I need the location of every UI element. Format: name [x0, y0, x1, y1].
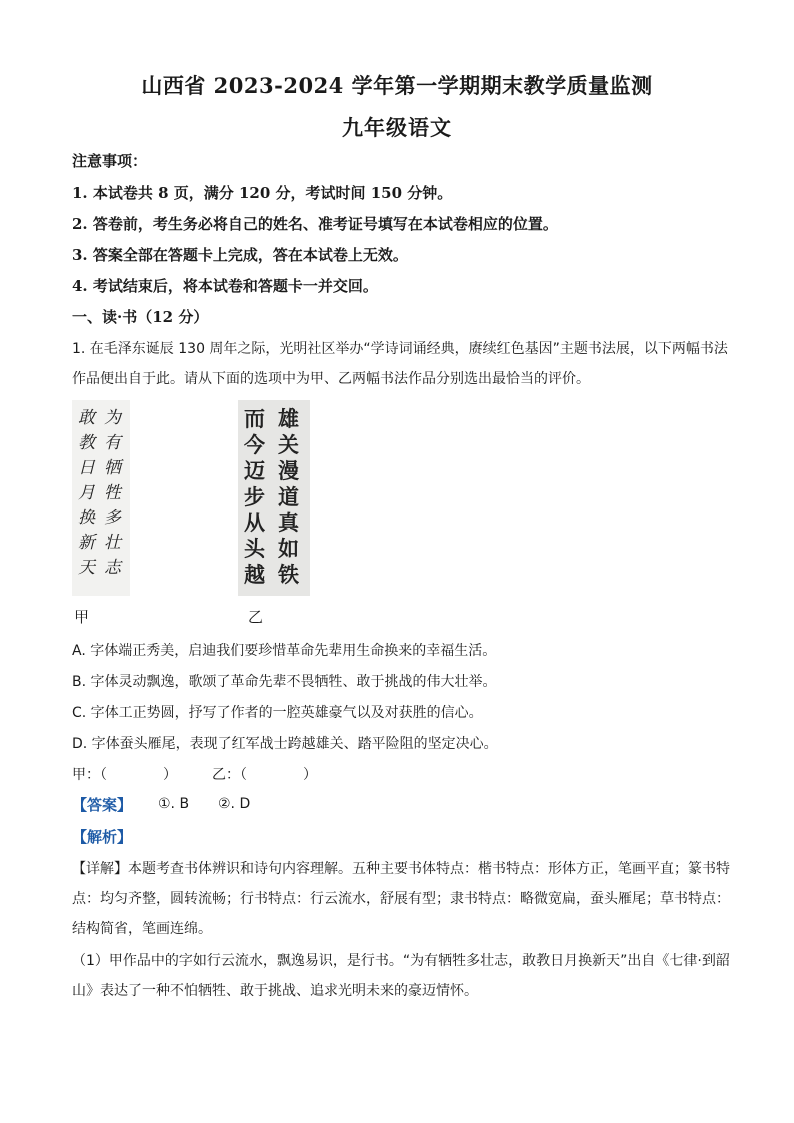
calligraphy-char: 真	[278, 510, 299, 535]
answer-blanks: 甲：（ ） 乙：（ ）	[72, 767, 317, 783]
notice-item: 2. 答卷前，考生务必将自己的姓名、准考证号填写在本试卷相应的位置。	[72, 215, 558, 233]
calligraphy-char: 壮	[104, 533, 121, 553]
notice-item: 4. 考试结束后，将本试卷和答题卡一并交回。	[72, 277, 378, 295]
calligraphy-char: 从	[244, 510, 265, 535]
calligraphy-char: 牺	[104, 458, 121, 478]
figure-label-jia: 甲	[74, 608, 90, 626]
calligraphy-char: 有	[104, 433, 121, 453]
calligraphy-char: 迈	[244, 458, 265, 483]
calligraphy-column	[78, 406, 95, 581]
calligraphy-char: 新	[78, 533, 95, 553]
calligraphy-char: 为	[104, 408, 121, 428]
exam-subtitle: 九年级语文	[342, 115, 452, 140]
option-c: C. 字体工正势圆，抒写了作者的一腔英雄豪气以及对获胜的信心。	[72, 705, 483, 721]
section-heading: 一、读·书（12 分）	[72, 308, 209, 326]
calligraphy-char: 换	[78, 508, 95, 528]
calligraphy-char: 道	[278, 484, 299, 509]
calligraphy-char: 日	[78, 458, 95, 478]
calligraphy-char: 而	[244, 406, 265, 431]
calligraphy-char: 教	[78, 433, 95, 453]
calligraphy-char: 铁	[278, 562, 299, 587]
notice-item: 3. 答案全部在答题卡上完成，答在本试卷上无效。	[72, 246, 408, 264]
calligraphy-char: 多	[104, 508, 121, 528]
analysis-point-1: （1）甲作品中的字如行云流水，飘逸易识，是行书。“为有牺牲多壮志，敢教日月换新天”出自《七律·到韶山》表达了一种不怕牺牲、敢于挑战、追求光明未来的豪迈情怀。	[72, 953, 730, 999]
calligraphy-char: 志	[104, 558, 121, 578]
calligraphy-char: 关	[278, 432, 299, 457]
calligraphy-column	[278, 406, 299, 588]
calligraphy-char: 头	[244, 536, 265, 561]
notice-heading: 注意事项：	[72, 152, 148, 170]
calligraphy-image-yi	[238, 400, 310, 596]
option-d: D. 字体蚕头雁尾，表现了红军战士跨越雄关、踏平险阻的坚定决心。	[72, 736, 498, 752]
option-b: B. 字体灵动飘逸，歌颂了革命先辈不畏牺牲、敢于挑战的伟大壮举。	[72, 674, 497, 690]
answer-value-1: ①. B	[158, 796, 190, 812]
calligraphy-image-jia	[72, 400, 130, 596]
figure-label-yi: 乙	[248, 608, 264, 626]
calligraphy-char: 雄	[278, 406, 299, 431]
answer-tag: 【答案】	[72, 796, 133, 814]
calligraphy-char: 月	[78, 483, 95, 503]
calligraphy-char: 越	[244, 562, 265, 587]
calligraphy-char: 如	[278, 536, 299, 561]
analysis-tag: 【解析】	[72, 828, 133, 846]
calligraphy-char: 步	[244, 484, 265, 509]
calligraphy-char: 敢	[78, 408, 95, 428]
notice-item: 1. 本试卷共 8 页，满分 120 分，考试时间 150 分钟。	[72, 184, 453, 202]
calligraphy-char: 今	[244, 432, 265, 457]
exam-title: 山西省 2023-2024 学年第一学期期末教学质量监测	[141, 73, 653, 98]
calligraphy-char: 天	[78, 558, 95, 578]
answer-value-2: ②. D	[218, 796, 251, 812]
calligraphy-char: 牲	[104, 483, 121, 503]
analysis-detail: 【详解】本题考查书体辨识和诗句内容理解。五种主要书体特点：楷书特点：形体方正，笔画平直；篆书特点：均匀齐整，圆转流畅；行书特点：行云流水，舒展有型；隶书特点：略微宽扁，蚕头雁尾；草书特点：结构简省，笔画连绵。	[72, 861, 730, 937]
calligraphy-column	[244, 406, 265, 588]
calligraphy-char: 漫	[278, 458, 299, 483]
option-a: A. 字体端正秀美，启迪我们要珍惜革命先辈用生命换来的幸福生活。	[72, 643, 497, 659]
calligraphy-column	[104, 406, 121, 581]
question-stem: 1. 在毛泽东诞辰 130 周年之际，光明社区举办“学诗词诵经典，赓续红色基因”主题书法展，以下两幅书法作品便出自于此。请从下面的选项中为甲、乙两幅书法作品分别选出最恰当的评价。	[72, 341, 728, 387]
